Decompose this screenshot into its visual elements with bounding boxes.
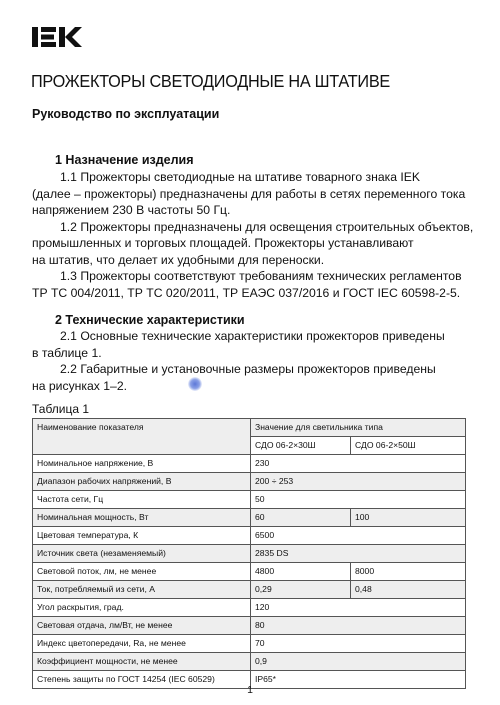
table-row: [33, 455, 466, 473]
paragraph-line: промышленных и торговых площадей. Прожекторы устанавливают: [32, 236, 414, 250]
value-cell: 100: [351, 509, 466, 527]
value-cell: 8000: [351, 563, 466, 581]
value-cell: 0,9: [251, 653, 466, 671]
specifications-table: [32, 418, 466, 689]
table-row: [33, 563, 466, 581]
paragraph-line: 2.2 Габаритные и установочные размеры прожекторов приведены: [60, 362, 436, 376]
value-cell: 70: [251, 635, 466, 653]
page-number: 1: [247, 684, 253, 696]
table-row: [33, 509, 466, 527]
section-heading-specs: 2 Технические характеристики: [55, 313, 245, 327]
paragraph-line: ТР ТС 004/2011, ТР ТС 020/2011, ТР ЕАЭС 037/2016 и ГОСТ IEC 60598-2-5.: [32, 285, 461, 300]
value-cell: 50: [251, 491, 466, 509]
section-body-purpose: [32, 169, 472, 301]
paragraph-line: на рисунках 1–2.: [32, 378, 127, 393]
parameter-cell: Угол раскрытия, град.: [33, 599, 251, 617]
document-title: ПРОЖЕКТОРЫ СВЕТОДИОДНЫЕ НА ШТАТИВЕ: [31, 71, 390, 91]
value-cell: 120: [251, 599, 466, 617]
header-value: Значение для светильника типа: [251, 419, 466, 437]
iek-logo: [32, 27, 82, 47]
section-heading-purpose: 1 Назначение изделия: [55, 153, 194, 167]
table-row: [33, 653, 466, 671]
parameter-cell: Коэффициент мощности, не менее: [33, 653, 251, 671]
table-row: [33, 473, 466, 491]
table-row: [33, 599, 466, 617]
parameter-cell: Ток, потребляемый из сети, А: [33, 581, 251, 599]
table-row: [33, 581, 466, 599]
paragraph-line: напряжением 230 В частоты 50 Гц.: [32, 203, 231, 217]
parameter-cell: Диапазон рабочих напряжений, В: [33, 473, 251, 491]
table-row: [33, 527, 466, 545]
paragraph-line: на штатив, что делает их удобными для переноски.: [32, 252, 325, 267]
value-cell: 230: [251, 455, 466, 473]
paragraph-line: 1.2 Прожекторы предназначены для освещения строительных объектов,: [60, 219, 474, 234]
paragraph-line: 1.3 Прожекторы соответствуют требованиям технических регламентов: [60, 269, 462, 283]
parameter-cell: Степень защиты по ГОСТ 14254 (IEC 60529): [33, 671, 251, 689]
parameter-cell: Номинальная мощность, Вт: [33, 509, 251, 527]
table-row: [33, 545, 466, 563]
paragraph-line: в таблице 1.: [32, 345, 102, 360]
header-model-a: СДО 06-2×30Ш: [251, 437, 351, 455]
table-header-row: [33, 419, 466, 437]
parameter-cell: Цветовая температура, К: [33, 527, 251, 545]
header-model-b: СДО 06-2×50Ш: [351, 437, 466, 455]
value-cell: 0,48: [351, 581, 466, 599]
value-cell: 200 ÷ 253: [251, 473, 466, 491]
value-cell: IP65*: [251, 671, 466, 689]
section-body-specs: [32, 328, 472, 394]
paragraph-line: 1.1 Прожекторы светодиодные на штативе товарного знака IEK: [60, 170, 420, 184]
paragraph-line: (далее – прожекторы) предназначены для работы в сетях переменного тока: [32, 186, 466, 201]
parameter-cell: Номинальное напряжение, В: [33, 455, 251, 473]
parameter-cell: Световая отдача, лм/Вт, не менее: [33, 617, 251, 635]
value-cell: 0,29: [251, 581, 351, 599]
table-row: [33, 491, 466, 509]
table-row: [33, 635, 466, 653]
parameter-cell: Частота сети, Гц: [33, 491, 251, 509]
table-row: [33, 617, 466, 635]
value-cell: 2835 DS: [251, 545, 466, 563]
value-cell: 4800: [251, 563, 351, 581]
header-parameter: Наименование показателя: [33, 419, 251, 455]
parameter-cell: Индекс цветопередачи, Ra, не менее: [33, 635, 251, 653]
ink-blot: [188, 377, 202, 391]
value-cell: 80: [251, 617, 466, 635]
document-subtitle: Руководство по эксплуатации: [32, 107, 220, 121]
parameter-cell: Источник света (незаменяемый): [33, 545, 251, 563]
parameter-cell: Световой поток, лм, не менее: [33, 563, 251, 581]
paragraph-line: 2.1 Основные технические характеристики прожекторов приведены: [60, 329, 445, 343]
table-caption: Таблица 1: [32, 402, 90, 416]
value-cell: 60: [251, 509, 351, 527]
value-cell: 6500: [251, 527, 466, 545]
